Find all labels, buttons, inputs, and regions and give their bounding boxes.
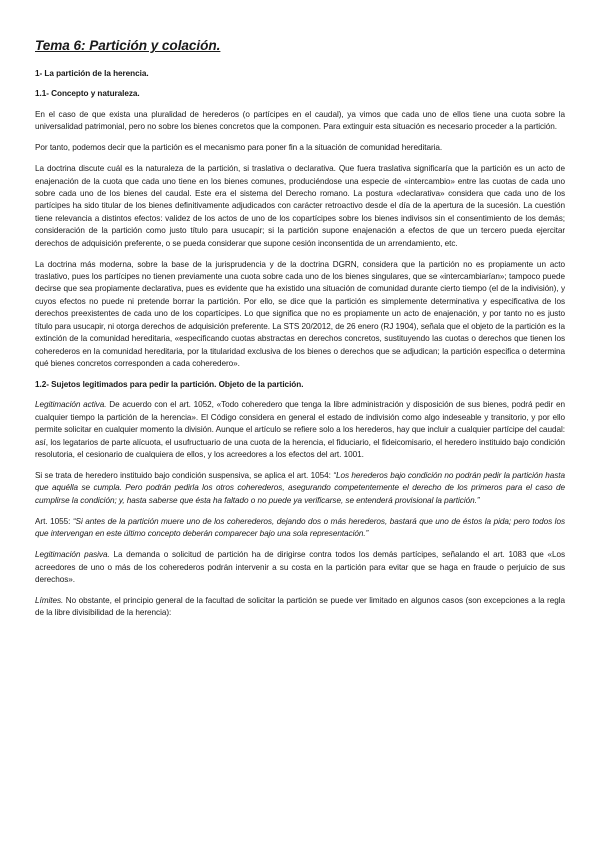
paragraph-art-1055 (35, 516, 565, 541)
paragraph-3: La doctrina discute cuál es la naturaleza de la partición, si traslativa o declarativa. Que fuera traslativa significaría que la partición es un acto de enajenación de la cuota que cada uno tiene en los bienes comunes, produciéndose una especie de «intercambio» entre las cuotas de cada uno sobre cada uno de los bienes del caudal. Este era el sistema del Derecho romano. La postura «declarativa» considera que cada uno de los partícipes ha sido titular de los bienes definitivamente adjudicados con carácter retroactivo desde el día de la apertura de la sucesión. La cuestión tiene relevancia a distintos efectos: validez de los actos de uno de los copartícipes sobre los bienes indivisos sin el consentimiento de los demás; consideración de la partición como justo título para usucapir; si la partición supone enajenación a efectos de que un tercero pueda ejercitar derechos de adquisición preferente, o se pueda considerar que supone cesión inconsentida de un arrendamiento, etc. (35, 164, 565, 248)
paragraph-2: Por tanto, podemos decir que la partición es el mecanismo para poner fin a la situación de comunidad hereditaria. (35, 143, 443, 153)
text-legitimacion-pasiva: La demanda o solicitud de partición ha de dirigirse contra todos los demás partícipes, señalando el art. 1083 que «Los acreedores de uno o más de los coherederos podrán intervenir a su costa en la partición para evitar que se haga en fraude o perjuicio de sus derechos». (35, 550, 566, 584)
label-legitimacion-activa: Legitimación activa. (35, 400, 107, 410)
quote-art-1054: “Los herederos bajo condición no podrán pedir la partición hasta que aquélla se cumpla. Pero podrán pedirla los otros coherederos, asegurando competentemente el derecho de los primeros para el caso de cumplirse la condición; y, hasta saberse que ésta ha faltado o no puede ya verificarse, se entenderá provisional la partición.” (35, 470, 566, 505)
section-heading-1-1: 1.1- Concepto y naturaleza. (35, 89, 140, 99)
paragraph-1: En el caso de que exista una pluralidad de herederos (o partícipes en el caudal), ya vimos que cada uno de ellos tiene una cuota sobre la universalidad patrimonial, pero no sobre los bienes concretos que la componen. Para extinguir esta situación es necesario proceder a la partición. (35, 109, 565, 132)
paragraph-limites (35, 595, 565, 620)
text-legitimacion-activa: De acuerdo con el art. 1052, «Todo coheredero que tenga la libre administración y disposición de sus bienes, podrá pedir en cualquier tiempo la partición de la herencia». El Código considera en general el estado de indivisión como algo indeseable y transitorio, y por ello permite solicitar en cualquier momento la división. Aunque el artículo se refiere solo a los herederos, hay que incluir a cualquier partícipe del caudal: así, los legatarios de parte alícuota, el usufructuario de una cuota de la herencia, el fiduciario, el fideicomisario, el heredero instituido bajo condición resolutoria, el cesionario de cualquiera de ellos, y los acreedores a los efectos del art. 1001. (35, 400, 565, 459)
text-art-1055: Art. 1055: (35, 516, 73, 526)
paragraph-legitimacion-activa (35, 399, 565, 461)
label-legitimacion-pasiva: Legitimación pasiva. (35, 550, 110, 560)
text-limites: No obstante, el principio general de la facultad de solicitar la partición se puede ver limitado en algunos casos (son excepciones a la regla de la libre divisibilidad de la herencia): (35, 595, 565, 618)
quote-art-1055: “Si antes de la partición muere uno de los coherederos, dejando dos o más herederos, bastará que uno de éstos la pida; pero todos los que intervengan en este último concepto deberán comparecer bajo una sola representación.” (35, 516, 565, 539)
section-heading-1: 1- La partición de la herencia. (35, 69, 149, 78)
label-limites: Límites. (35, 595, 64, 605)
paragraph-legitimacion-pasiva (35, 549, 565, 586)
page-title: Tema 6: Partición y colación. (35, 38, 221, 53)
paragraph-4: La doctrina más moderna, sobre la base de la jurisprudencia y de la doctrina DGRN, considera que la partición no es propiamente un acto traslativo, pues los partícipes no tienen previamente una cuota sobre cada uno de los bienes singulares, que se «intercambiarían»; tampoco puede decirse que sea propiamente declarativa, pues es evidente que ha existido una situación de comunidad durante cierto tiempo (el de la indivisión), y cuyos efectos no puede ni pretende borrar la partición. Por ello, se dice que la partición es simplemente determinativa y especificativa de los derechos preexistentes de cada uno de los copartícipes. Lo que significa que no es propiamente un acto de enajenación, y por tanto no es justo título para usucapir, ni otorga derechos de adquisición preferente. La STS 20/2012, de 26 enero (RJ 1904), señala que el objeto de la partición es la extinción de la comunidad hereditaria, «especificando cuotas abstractas en derechos concretos, sustituyendo las cuotas o derechos que tienen los coherederos en la comunidad hereditaria, por la titularidad exclusiva de los bienes o derechos que se adjudican; la partición especifica o determina qué bienes concretos corresponden a cada coheredero». (35, 259, 565, 368)
section-heading-1-2: 1.2- Sujetos legitimados para pedir la partición. Objeto de la partición. (35, 379, 304, 389)
text-art-1054: Si se trata de heredero instituido bajo condición suspensiva, se aplica el art. 1054: (35, 470, 334, 480)
paragraph-art-1054 (35, 470, 565, 507)
